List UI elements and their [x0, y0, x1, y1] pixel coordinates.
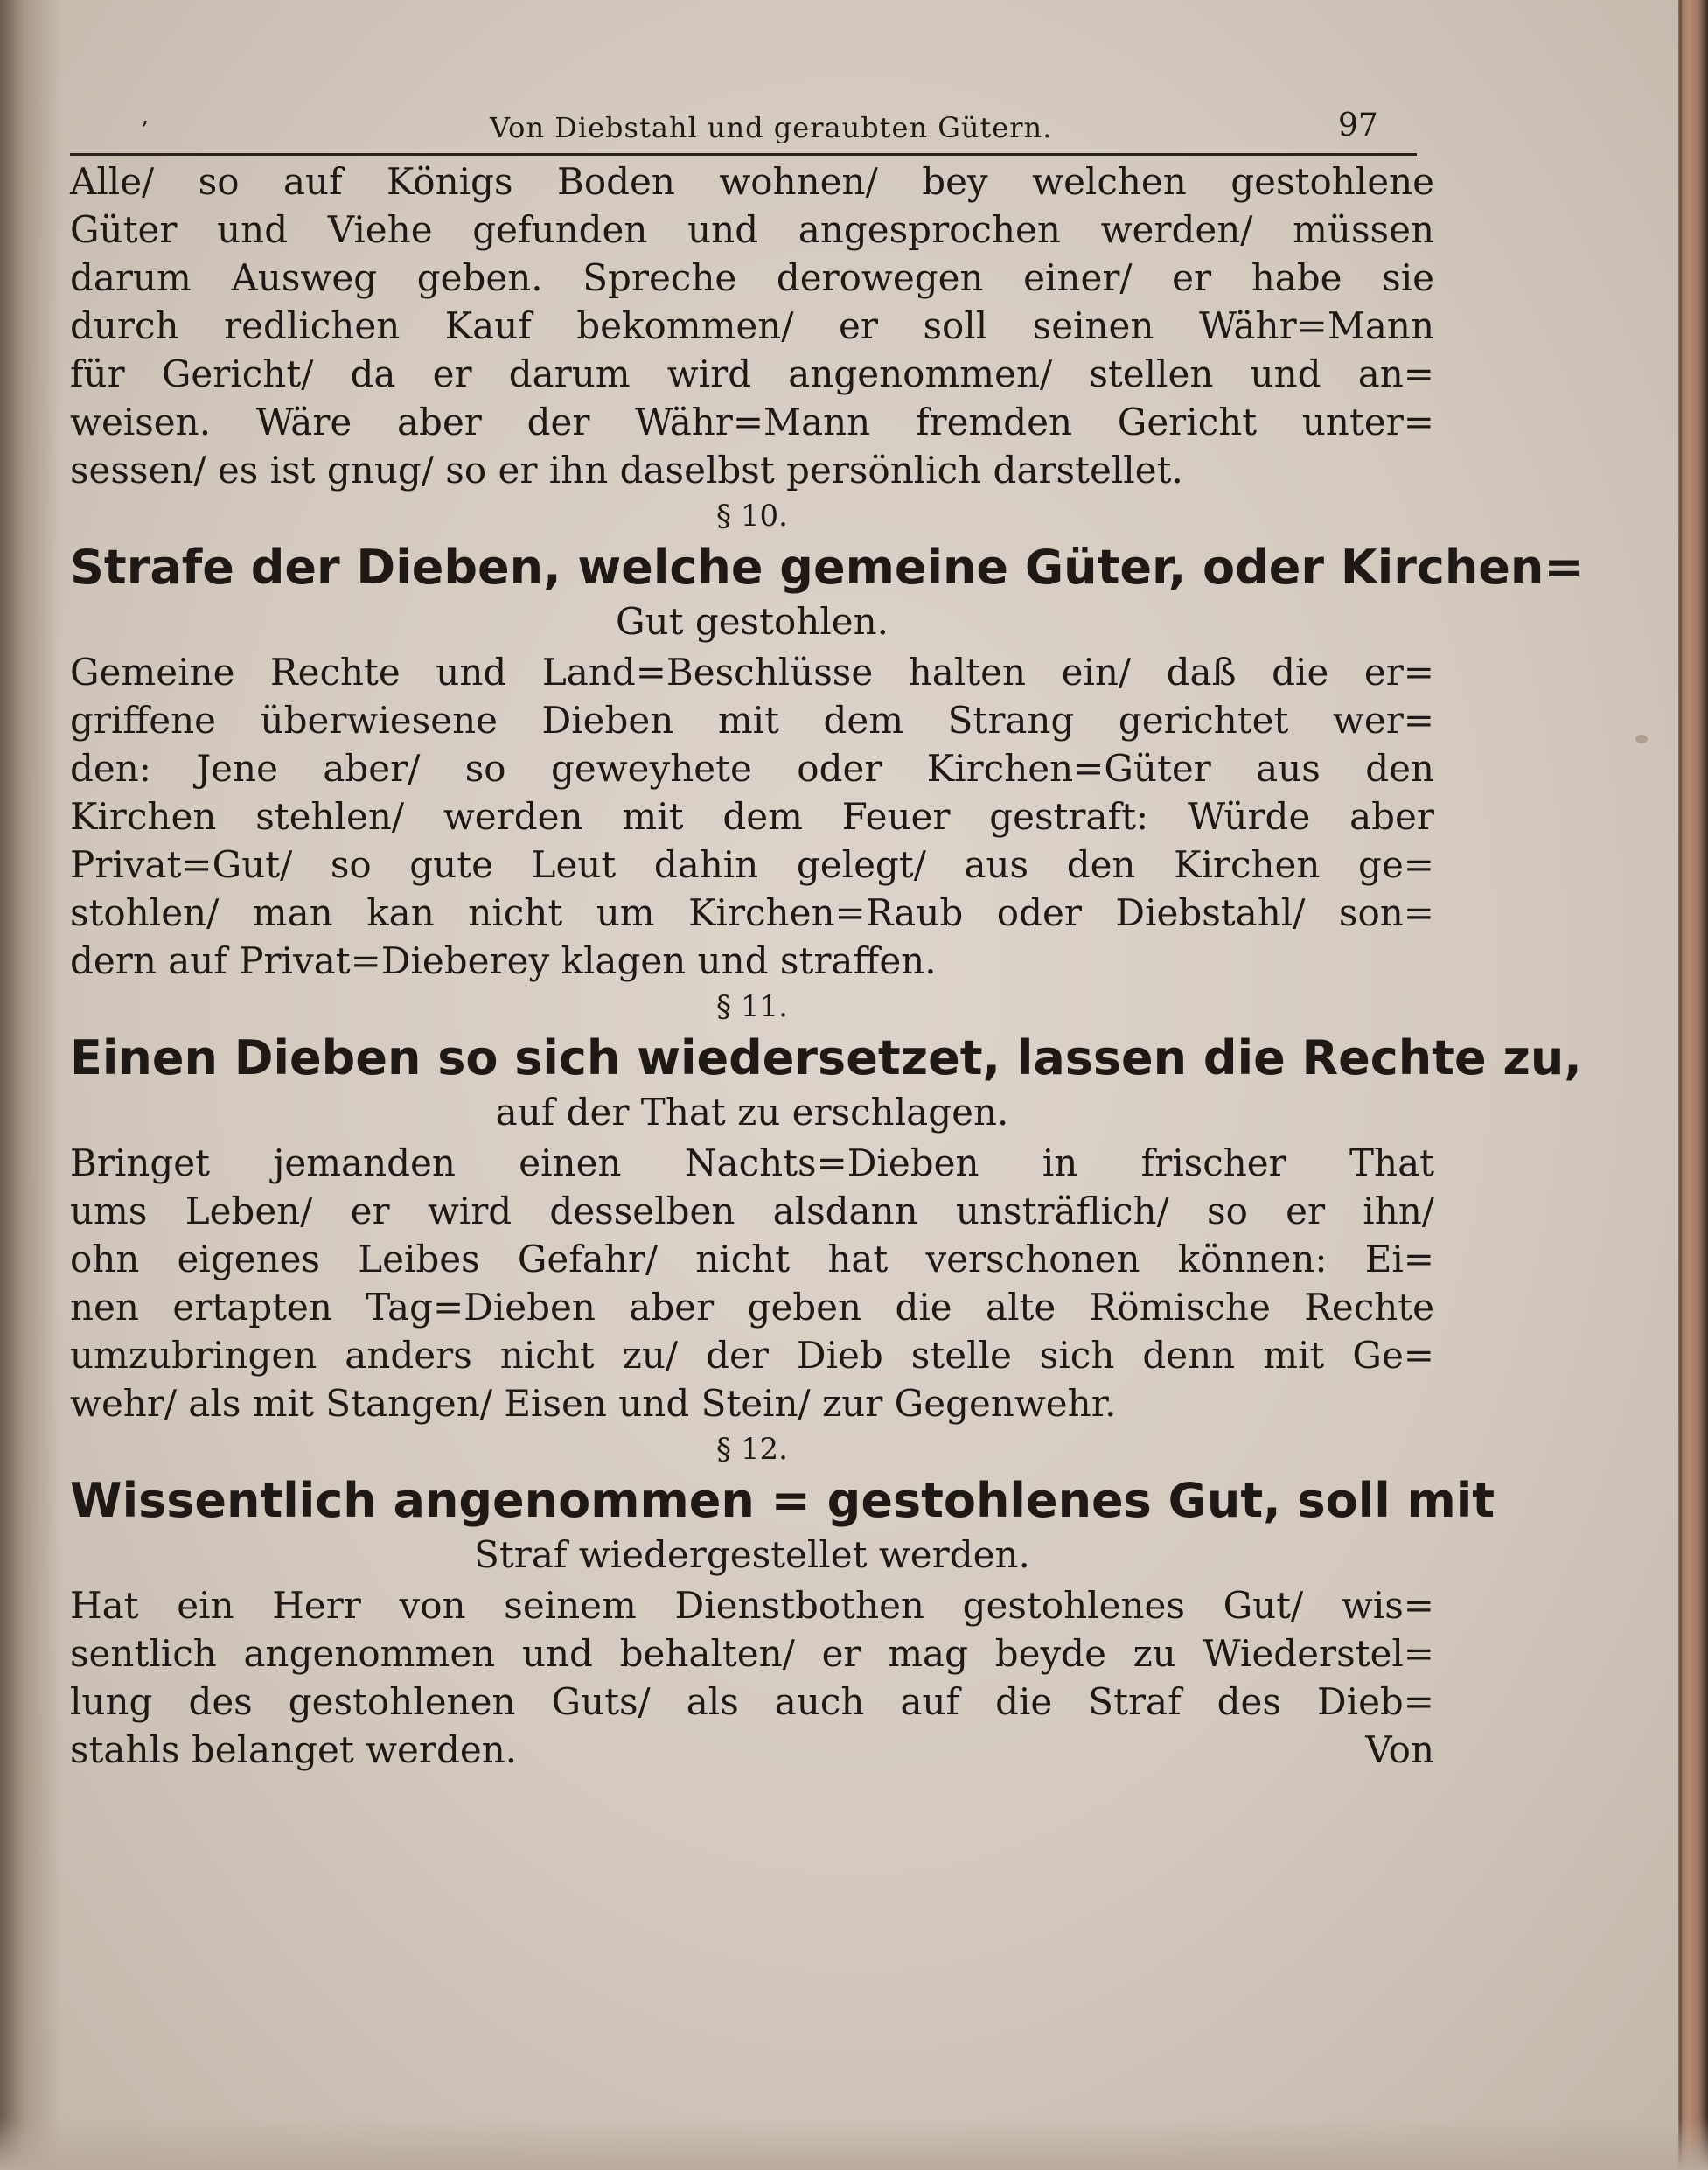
text-line: ohn eigenes Leibes Gefahr/ nicht hat verschonen können: Ei=: [70, 1238, 1434, 1280]
paragraph-1: [70, 157, 1434, 494]
running-head-mark: ʼ: [140, 116, 148, 145]
text-line: ums Leben/ er wird desselben alsdann unsträflich/ so er ihn/: [70, 1190, 1434, 1232]
catchword: Von: [1365, 1728, 1434, 1771]
header-rule: [70, 153, 1417, 156]
text-line: nen ertapten Tag=Dieben aber geben die alte Römische Rechte: [70, 1286, 1434, 1329]
section-heading-line: Gut gestohlen.: [615, 600, 889, 643]
running-head-title: Von Diebstahl und geraubten Gütern.: [490, 111, 1053, 144]
text-line: griffene überwiesene Dieben mit dem Strang gerichtet wer=: [70, 699, 1434, 742]
text-line: Güter und Viehe gefunden und angesprochen werden/ müssen: [70, 208, 1434, 251]
bottom-edge-shade: [0, 2118, 1708, 2170]
section-heading-line: auf der That zu erschlagen.: [495, 1091, 1009, 1134]
text-line: stahls belanget werden.: [70, 1728, 518, 1771]
text-line: für Gericht/ da er darum wird angenommen/ stellen und an=: [70, 352, 1434, 395]
section-heading-line: Wissentlich angenommen = gestohlenes Gut, soll mit: [70, 1473, 1495, 1528]
section-heading-line: Straf wiedergestellet werden.: [474, 1533, 1030, 1576]
text-line: umzubringen anders nicht zu/ der Dieb stelle sich denn mit Ge=: [70, 1334, 1434, 1377]
text-line: wehr/ als mit Stangen/ Eisen und Stein/ zur Gegenwehr.: [70, 1382, 1117, 1425]
text-line: sessen/ es ist gnug/ so er ihn daselbst persönlich darstellet.: [70, 449, 1183, 492]
text-line: sentlich angenommen und behalten/ er mag beyde zu Wiederstel=: [70, 1632, 1434, 1675]
section-number: § 12.: [716, 1432, 788, 1467]
text-line: weisen. Wäre aber der Währ=Mann fremden Gericht unter=: [70, 401, 1434, 443]
section-heading: [70, 538, 1584, 646]
running-head: [70, 101, 1434, 153]
text-line: Bringet jemanden einen Nachts=Dieben in frischer That: [70, 1141, 1434, 1184]
section-number: § 11.: [716, 989, 788, 1024]
text-line: Alle/ so auf Königs Boden wohnen/ bey welchen gestohlene: [70, 160, 1434, 203]
last-line-row: [70, 1726, 1434, 1774]
text-block: [70, 101, 1584, 1774]
section-number: § 10.: [716, 499, 788, 534]
paragraph-4: [70, 1581, 1434, 1774]
page-number: 97: [1338, 108, 1378, 143]
text-line: Privat=Gut/ so gute Leut dahin gelegt/ aus den Kirchen ge=: [70, 843, 1434, 886]
paragraph-3: [70, 1139, 1434, 1427]
text-line: darum Ausweg geben. Spreche derowegen einer/ er habe sie: [70, 256, 1434, 299]
fore-edge-line: [1679, 0, 1682, 2170]
text-line: dern auf Privat=Dieberey klagen und straffen.: [70, 939, 937, 982]
section-heading: [70, 1029, 1582, 1137]
text-line: Kirchen stehlen/ werden mit dem Feuer gestraft: Würde aber: [70, 795, 1434, 838]
text-line: Gemeine Rechte und Land=Beschlüsse halten ein/ daß die er=: [70, 651, 1434, 694]
paragraph-2: [70, 648, 1434, 985]
ink-spot: [1635, 735, 1648, 743]
section-heading: [70, 1471, 1495, 1580]
page-fore-edge: [1678, 0, 1708, 2170]
text-line: stohlen/ man kan nicht um Kirchen=Raub oder Diebstahl/ son=: [70, 891, 1434, 934]
text-line: Hat ein Herr von seinem Dienstbothen gestohlenes Gut/ wis=: [70, 1584, 1434, 1627]
section-heading-line: Einen Dieben so sich wiedersetzet, lassen die Rechte zu,: [70, 1030, 1582, 1085]
text-line: lung des gestohlenen Guts/ als auch auf die Straf des Dieb=: [70, 1680, 1434, 1723]
text-line: den: Jene aber/ so geweyhete oder Kirchen=Güter aus den: [70, 747, 1434, 790]
gutter-shadow: [0, 0, 61, 2170]
section-heading-line: Strafe der Dieben, welche gemeine Güter, oder Kirchen=: [70, 540, 1584, 595]
text-line: durch redlichen Kauf bekommen/ er soll seinen Währ=Mann: [70, 304, 1434, 347]
